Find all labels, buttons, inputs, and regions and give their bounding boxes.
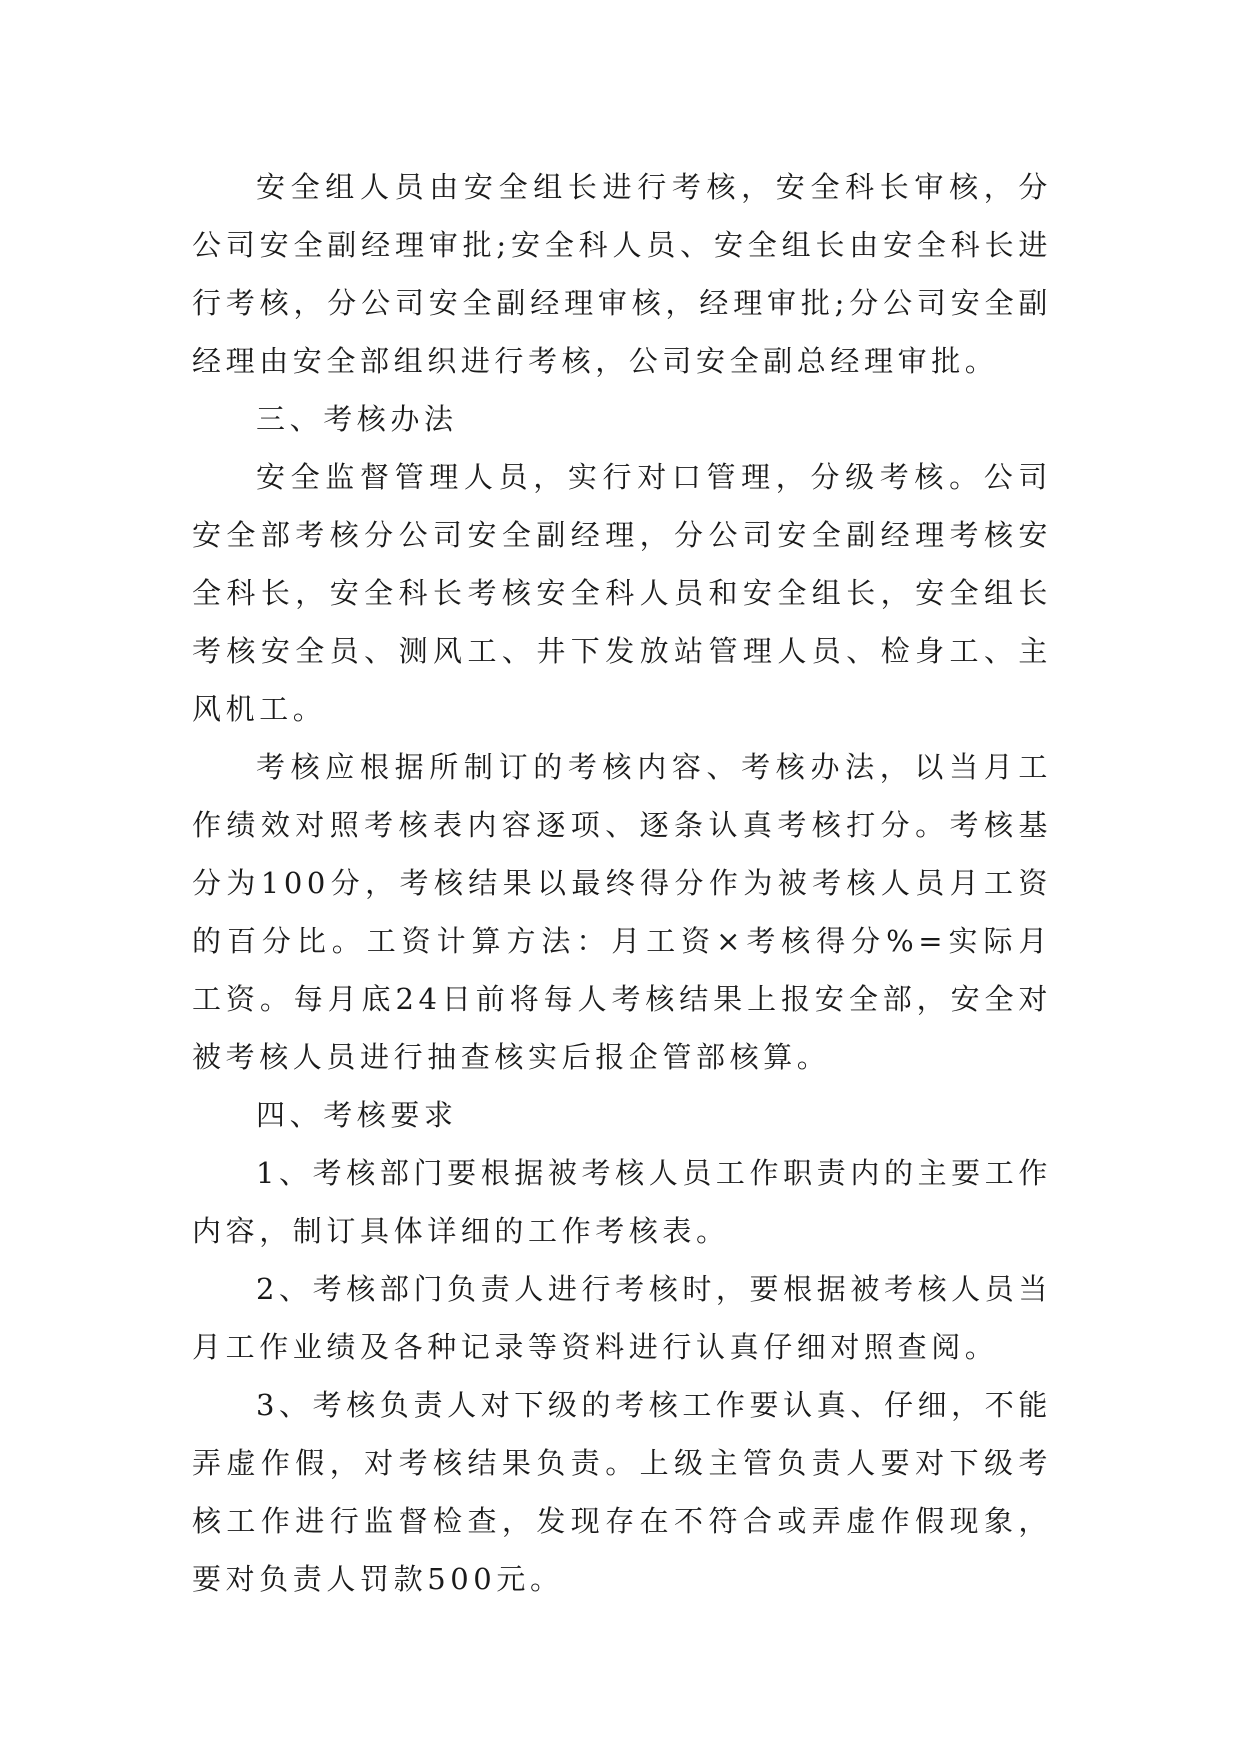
paragraph-requirement-2: 2、考核部门负责人进行考核时，要根据被考核人员当月工作业绩及各种记录等资料进行认真仔细对照查阅。 <box>192 1272 1052 1364</box>
document-body <box>192 158 1052 1608</box>
heading-assessment-requirements: 四、考核要求 <box>256 1098 458 1132</box>
paragraph-scoring-method: 考核应根据所制订的考核内容、考核办法，以当月工作绩效对照考核表内容逐项、逐条认真考核打分。考核基分为100分，考核结果以最终得分作为被考核人员月工资的百分比。工资计算方法：月工资×考核得分%=实际月工资。每月底24日前将每人考核结果上报安全部，安全对被考核人员进行抽查核实后报企管部核算。 <box>192 750 1052 1074</box>
paragraph-requirement-1: 1、考核部门要根据被考核人员工作职责内的主要工作内容，制订具体详细的工作考核表。 <box>192 1156 1052 1248</box>
paragraph-tiered-assessment: 安全监督管理人员，实行对口管理，分级考核。公司安全部考核分公司安全副经理，分公司安全副经理考核安全科长，安全科长考核安全科人员和安全组长，安全组长考核安全员、测风工、井下发放站管理人员、检身工、主风机工。 <box>192 460 1052 726</box>
paragraph-requirement-3: 3、考核负责人对下级的考核工作要认真、仔细，不能弄虚作假，对考核结果负责。上级主管负责人要对下级考核工作进行监督检查，发现存在不符合或弄虚作假现象，要对负责人罚款500元。 <box>192 1388 1052 1596</box>
heading-assessment-method: 三、考核办法 <box>256 402 458 436</box>
paragraph-review-hierarchy: 安全组人员由安全组长进行考核，安全科长审核，分公司安全副经理审批;安全科人员、安全组长由安全科长进行考核，分公司安全副经理审核，经理审批;分公司安全副经理由安全部组织进行考核，公司安全副总经理审批。 <box>192 170 1052 378</box>
